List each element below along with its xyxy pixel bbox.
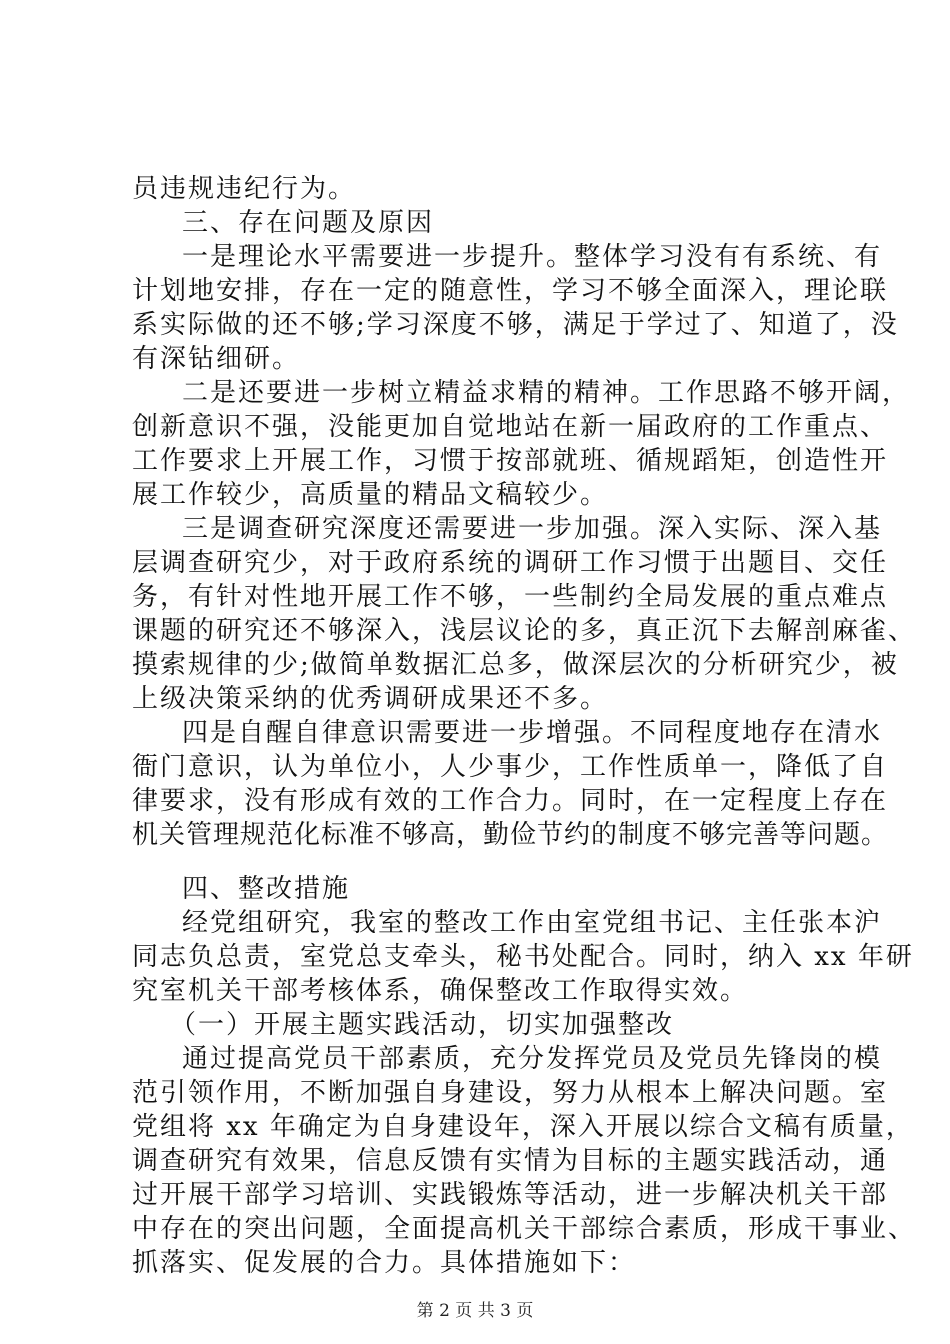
text-line: 工作要求上开展工作，习惯于按部就班、循规蹈矩，创造性开 bbox=[132, 446, 889, 476]
text-line: 党组将 xx 年确定为自身建设年，深入开展以综合文稿有质量， bbox=[132, 1112, 914, 1142]
text-line: 上级决策采纳的优秀调研成果还不多。 bbox=[132, 684, 609, 714]
text-line: 同志负总责，室党总支牵头，秘书处配合。同时，纳入 xx 年研 bbox=[132, 942, 914, 972]
text-line: 层调查研究少，对于政府系统的调研工作习惯于出题目、交任 bbox=[132, 548, 889, 578]
text-line: 系实际做的还不够;学习深度不够，满足于学过了、知道了，没 bbox=[132, 310, 899, 340]
text-line: 摸索规律的少;做简单数据汇总多，做深层次的分析研究少，被 bbox=[132, 650, 899, 680]
text-line: 范引领作用，不断加强自身建设，努力从根本上解决问题。室 bbox=[132, 1078, 889, 1108]
text-line: 调查研究有效果，信息反馈有实情为目标的主题实践活动，通 bbox=[132, 1146, 889, 1176]
text-line: 务，有针对性地开展工作不够，一些制约全局发展的重点难点 bbox=[132, 582, 889, 612]
text-line: 机关管理规范化标准不够高，勤俭节约的制度不够完善等问题。 bbox=[132, 820, 889, 850]
page-number-footer: 第 2 页 共 3 页 bbox=[416, 1301, 534, 1321]
text-line: 二是还要进一步树立精益求精的精神。工作思路不够开阔， bbox=[182, 378, 911, 408]
text-line: 有深钻细研。 bbox=[132, 344, 301, 374]
subsection-heading: （一）开展主题实践活动，切实加强整改 bbox=[170, 1010, 675, 1040]
text-line: 衙门意识，认为单位小，人少事少，工作性质单一，降低了自 bbox=[132, 752, 889, 782]
text-line: 通过提高党员干部素质，充分发挥党员及党员先锋岗的模 bbox=[182, 1044, 883, 1074]
text-line: 计划地安排，存在一定的随意性，学习不够全面深入，理论联 bbox=[132, 276, 889, 306]
text-line: 律要求，没有形成有效的工作合力。同时，在一定程度上存在 bbox=[132, 786, 889, 816]
text-line: 中存在的突出问题，全面提高机关干部综合素质，形成干事业、 bbox=[132, 1214, 917, 1244]
text-line: 过开展干部学习培训、实践锻炼等活动，进一步解决机关干部 bbox=[132, 1180, 889, 1210]
text-line: 经党组研究，我室的整改工作由室党组书记、主任张本沪 bbox=[182, 908, 883, 938]
text-line: 展工作较少，高质量的精品文稿较少。 bbox=[132, 480, 609, 510]
text-line: 三是调查研究深度还需要进一步加强。深入实际、深入基 bbox=[182, 514, 883, 544]
text-line: 员违规违纪行为。 bbox=[132, 174, 357, 204]
text-line: 究室机关干部考核体系，确保整改工作取得实效。 bbox=[132, 976, 749, 1006]
section-heading: 三、存在问题及原因 bbox=[182, 208, 435, 238]
section-heading: 四、整改措施 bbox=[182, 874, 351, 904]
text-line: 一是理论水平需要进一步提升。整体学习没有有系统、有 bbox=[182, 242, 883, 272]
text-line: 课题的研究还不够深入，浅层议论的多，真正沉下去解剖麻雀、 bbox=[132, 616, 917, 646]
text-line: 创新意识不强，没能更加自觉地站在新一届政府的工作重点、 bbox=[132, 412, 889, 442]
text-line: 四是自醒自律意识需要进一步增强。不同程度地存在清水 bbox=[182, 718, 883, 748]
text-line: 抓落实、促发展的合力。具体措施如下： bbox=[132, 1248, 637, 1278]
